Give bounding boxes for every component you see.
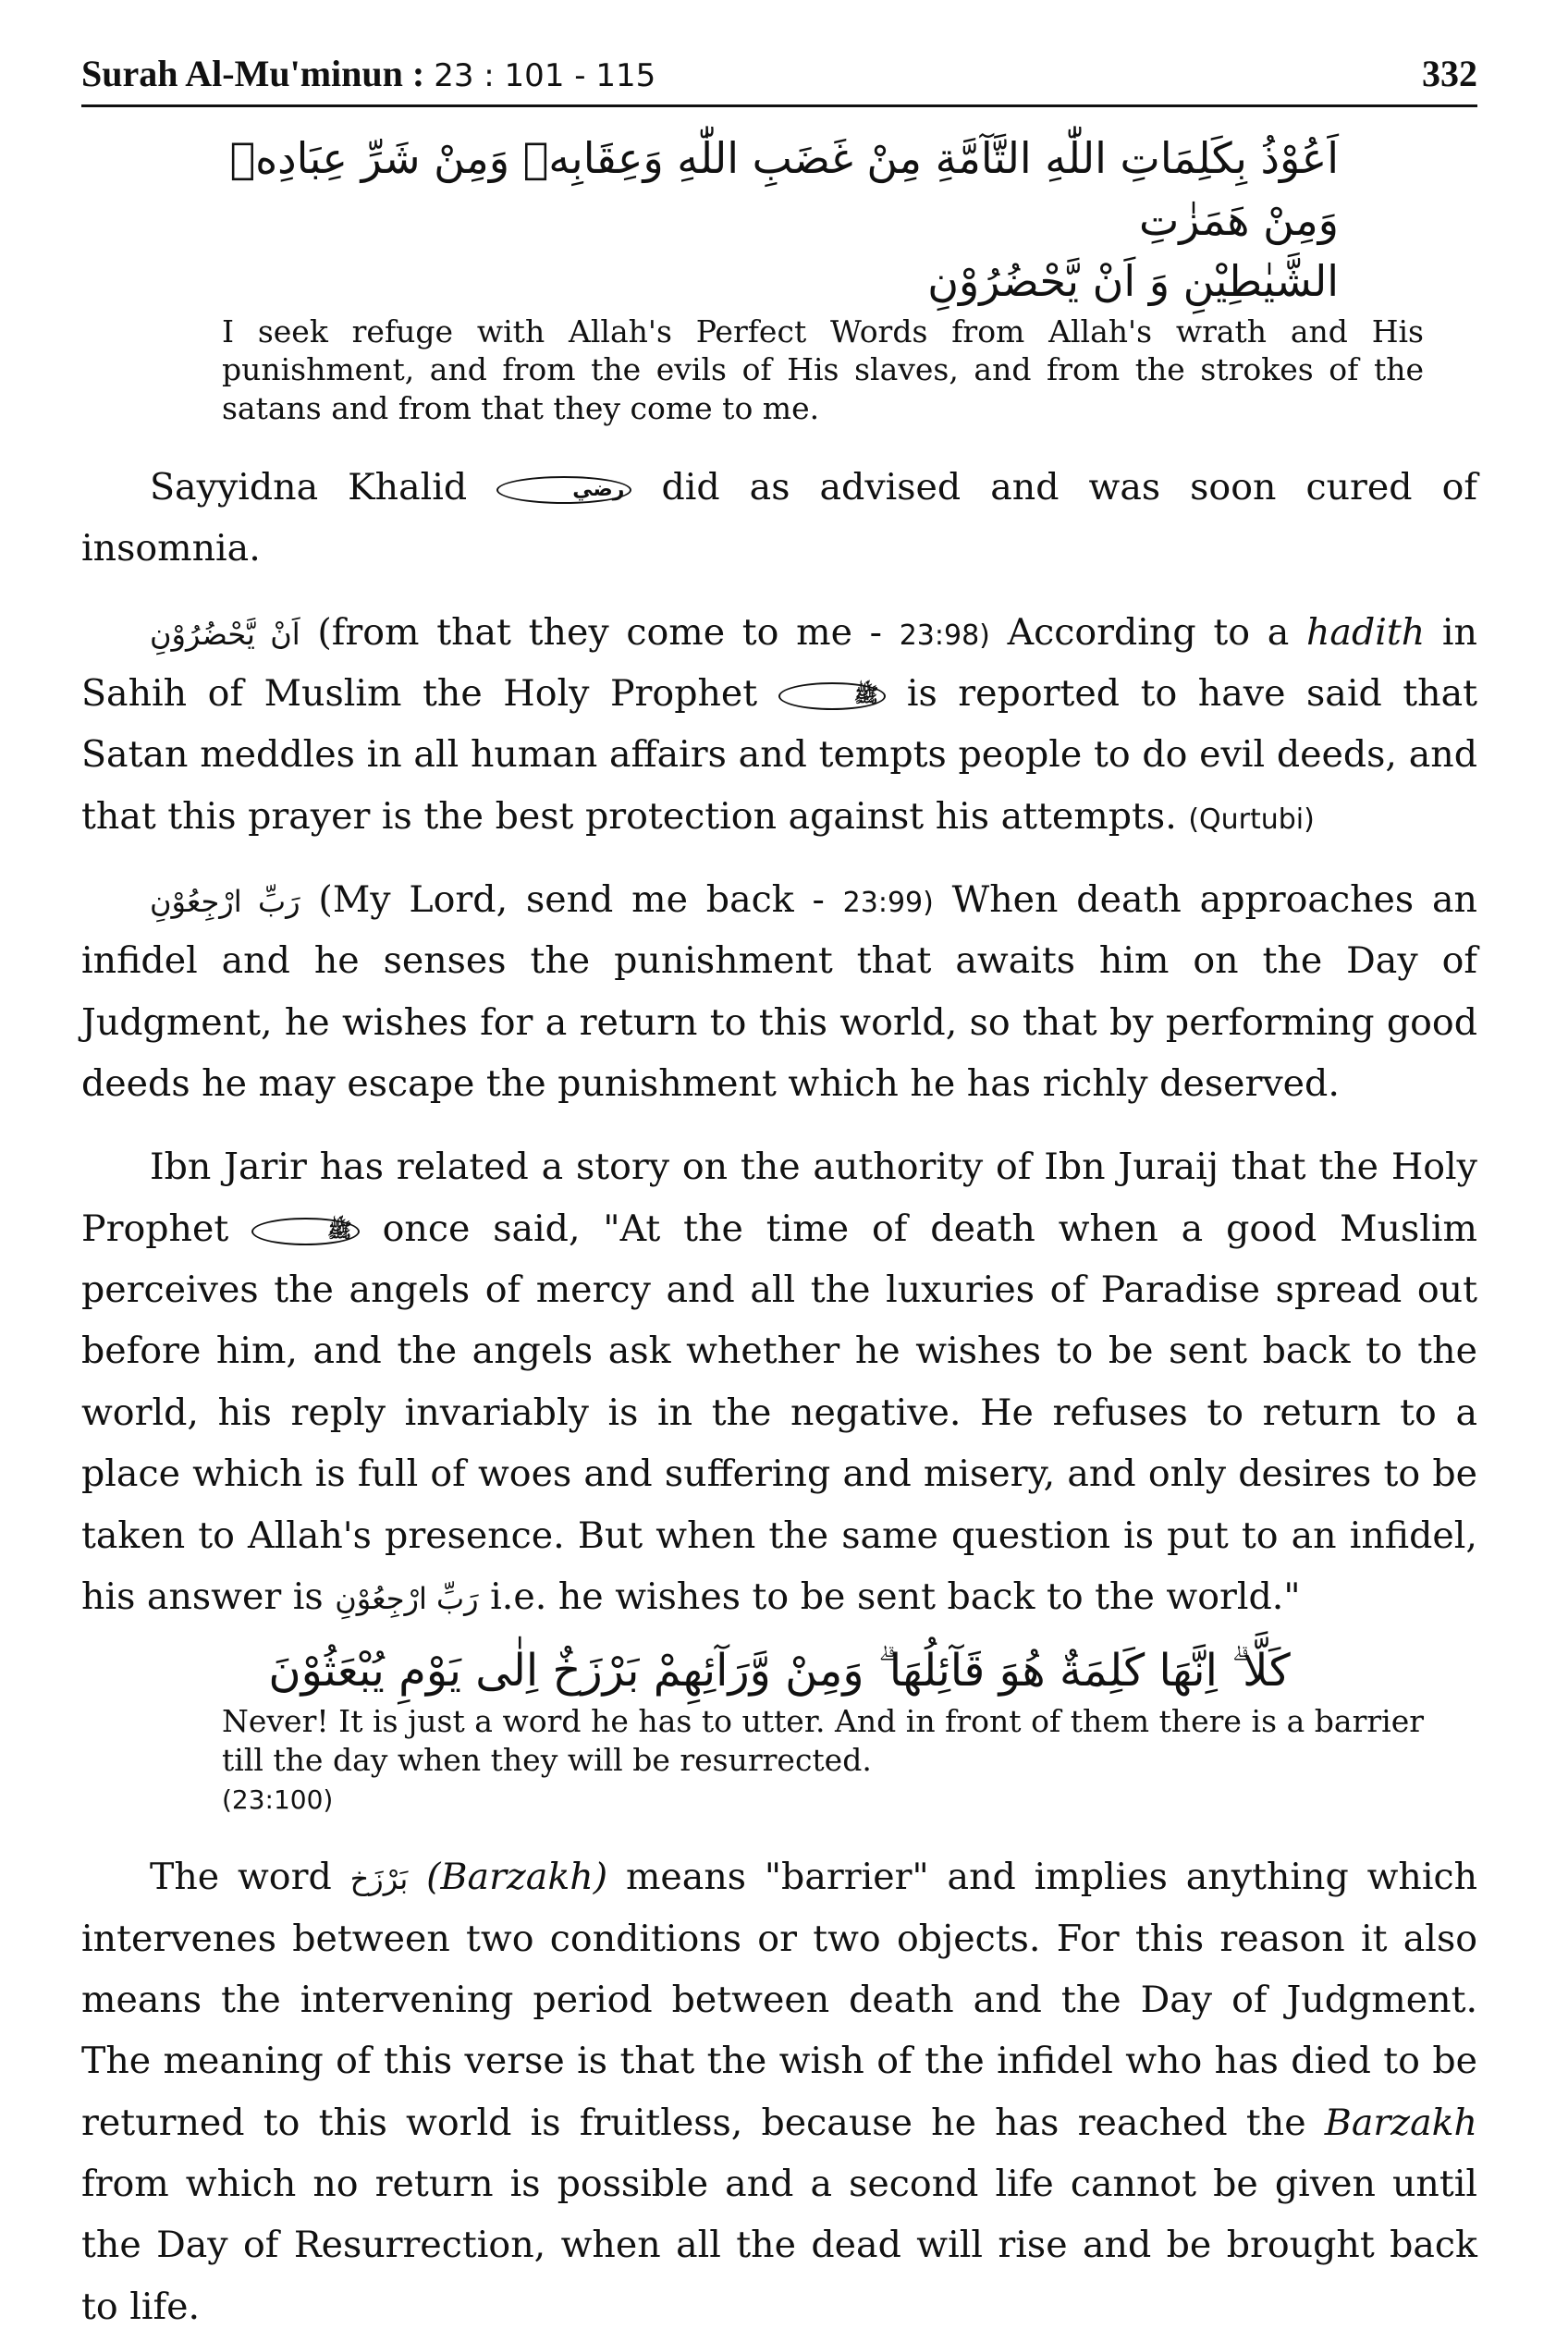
surah-title: Surah Al-Mu'minun : [81, 53, 425, 94]
arabic-inline-barzakh: بَرْزَخ [349, 1861, 409, 1897]
prayer-translation: I seek refuge with Allah's Perfect Words from Allah's wrath and His punishment, and from the evils of His slaves, and from the strokes of the satans and from that they come to me. [222, 313, 1424, 426]
page-number: 332 [1422, 53, 1477, 94]
prophet-honorific-icon: ﷺ [778, 682, 887, 710]
arabic-prayer-line-2: الشَّيٰطِيْنِ وَ اَنْ يَّحْضُرُوْنِ [927, 256, 1339, 307]
verse-ref: 23:99) [842, 886, 934, 919]
header-title [81, 52, 655, 95]
khalid-text-after: did as advised and was soon cured of insomnia. [81, 465, 1477, 570]
satan-text-3: in Sahih of Muslim the Holy Prophet [81, 610, 1477, 715]
verse-translation [222, 1702, 1424, 1817]
arabic-inline-rabbi-irjiun: رَبِّ ارْجِعُوْنِ [335, 1580, 479, 1616]
paragraph-satan [81, 602, 1477, 847]
hadith-term: hadith [1305, 610, 1426, 654]
running-header [81, 52, 1477, 107]
honorific-icon: رضي [496, 476, 631, 504]
ibn-jarir-text-2: once said, "At the time of death when a good Muslim perceives the angels of mercy and all the luxuries of Paradise spread out before him, and the angels ask whether he wishes to be sent back to the world, his reply invariably is in the negative. He refuses to return to a place which is full of woes and suffering and misery, and only desires to be taken to Allah's presence. But when the same question is put to an infidel, his answer is [81, 1207, 1478, 1618]
paragraph-khalid [81, 457, 1477, 580]
source-citation: (Qurtubi) [1188, 803, 1315, 836]
satan-text-4: is reported to have said that Satan meddles in all human affairs and tempts people to do evil deeds, and that this prayer is the best protection against his attempts. [81, 671, 1478, 838]
arabic-verse-23-100: كَلَّا ۗ اِنَّهَا كَلِمَةٌ هُوَ قَآئِلُهَا ۗ وَمِنْ وَّرَآئِهِمْ بَرْزَخٌ اِلٰى يَوْمِ يُبْعَثُوْنَ [268, 1645, 1291, 1698]
verse-translation-text: Never! It is just a word he has to utter. And in front of them there is a barrier till the day when they will be resurrected. [222, 1703, 1424, 1778]
verse-ref: (23:100) [222, 1783, 334, 1815]
paragraph-ibn-jarir [81, 1136, 1477, 1627]
return-text-1: (My Lord, send me back - [318, 877, 825, 921]
satan-text-1: (from that they come to me - [317, 610, 882, 654]
return-text-2: When death approaches an infidel and he senses the punishment that awaits him on the Day of Judgment, he wishes for a return to this world, so that by performing good deeds he may escape the punishment which he has richly deserved. [81, 877, 1477, 1106]
ibn-jarir-text-3: i.e. he wishes to be sent back to the world." [490, 1575, 1301, 1618]
prophet-honorific-icon: ﷺ [251, 1218, 360, 1245]
arabic-inline-rabbi-irjiun: رَبِّ ارْجِعُوْنِ [150, 883, 300, 919]
satan-text-2: According to a [1007, 610, 1290, 654]
barzakh-text-1: The word [150, 1856, 332, 1899]
barzakh-text-2: means "barrier" and implies anything which intervenes between two conditions or two objects. For this reason it also means the intervening period between death and the Day of Judgment. The meaning of this verse is that the wish of the infidel who has died to be returned to this world is fruitless, because he has reached the [81, 1856, 1478, 2144]
paragraph-return [81, 869, 1477, 1114]
arabic-prayer-line-1: اَعُوْذُ بِكَلِمَاتِ اللّٰهِ التَّآمَّةِ مِنْ غَضَبِ اللّٰهِ وَعِقَابِهٖ وَمِنْ شَرِّ عِبَادِهٖ وَمِنْ هَمَزٰتِ [229, 133, 1339, 245]
arabic-inline-yahdurun: اَنْ يَّحْضُرُوْنِ [150, 616, 300, 652]
khalid-text-before: Sayyidna Khalid [150, 465, 468, 509]
paragraph-barzakh [81, 1846, 1477, 2337]
verse-ref: 23:98) [899, 619, 990, 652]
barzakh-text-3: from which no return is possible and a second life cannot be given until the Day of Resurrection, when all the dead will rise and be brought back to life. [81, 2163, 1477, 2328]
barzakh-term-2: Barzakh [1324, 2101, 1477, 2144]
barzakh-term: (Barzakh) [426, 1856, 608, 1899]
verse-range: 23 : 101 - 115 [434, 57, 656, 94]
ibn-jarir-text-1: Ibn Jarir has related a story on the authority of Ibn Juraij that the Holy Prophet [81, 1146, 1477, 1250]
book-page [81, 52, 1477, 2337]
